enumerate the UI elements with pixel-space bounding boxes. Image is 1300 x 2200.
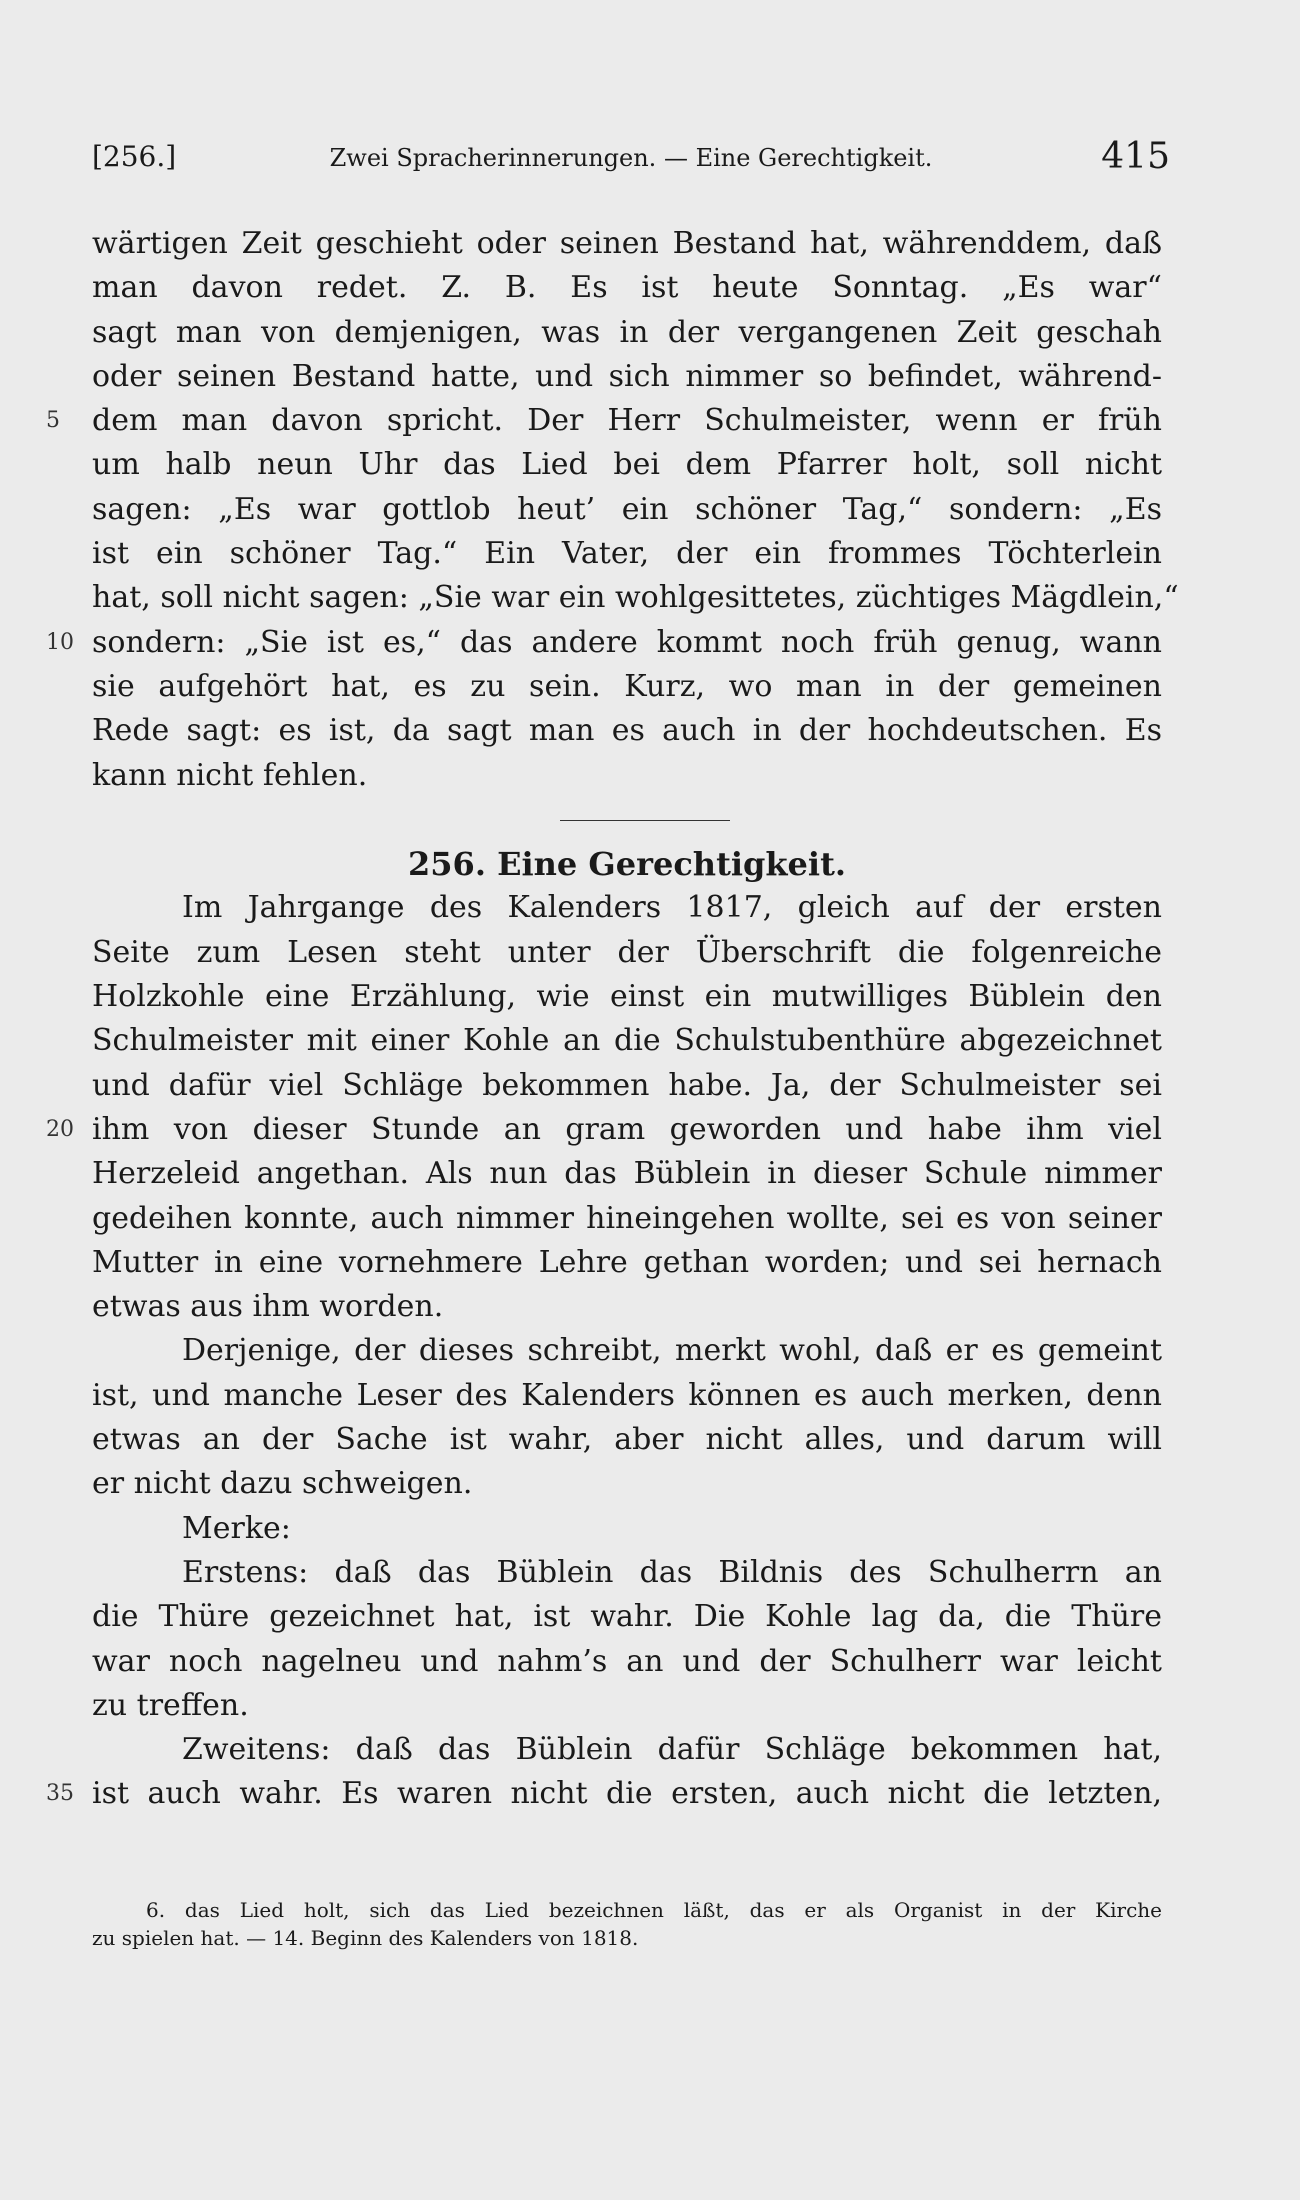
- text-line: [92, 1551, 1162, 1595]
- text-line: Herzeleid angethan. Als nun das Büblein in dieser Schule nimmer: [92, 1156, 1162, 1192]
- running-title: Zwei Spracherinnerungen. — Eine Gerechtigkeit.: [329, 144, 933, 172]
- line-text: ist auch wahr. Es waren nicht die ersten, auch nicht die letzten,: [92, 1776, 1162, 1812]
- footnotes: [92, 1896, 1162, 1952]
- text-line: sagen: „Es war gottlob heut’ ein schöner Tag,“ sondern: „Es: [92, 491, 1162, 527]
- line-number: 20: [46, 1116, 74, 1142]
- footnote-line: 6. das Lied holt, sich das Lied bezeichnen läßt, das er als Organist in der Kirche: [146, 1898, 1162, 1922]
- text-line: man davon redet. Z. B. Es ist heute Sonntag. „Es war“: [92, 270, 1162, 306]
- section-number: [256.]: [92, 140, 177, 173]
- text-line: wärtigen Zeit geschieht oder seinen Bestand hat, währenddem, daß: [92, 226, 1162, 261]
- section-heading: 256. Eine Gerechtigkeit.: [408, 845, 846, 884]
- text-line: Holzkohle eine Erzählung, wie einst ein mutwilliges Büblein den: [92, 979, 1162, 1015]
- footnote-line: zu spielen hat. — 14. Beginn des Kalenders von 1818.: [92, 1926, 639, 1950]
- text-line: etwas aus ihm worden.: [92, 1289, 444, 1325]
- text-line: sagt man von demjenigen, was in der vergangenen Zeit geschah: [92, 314, 1162, 350]
- text-line: die Thüre gezeichnet hat, ist wahr. Die Kohle lag da, die Thüre: [92, 1599, 1162, 1635]
- text-line: oder seinen Bestand hatte, und sich nimmer so befindet, während-: [92, 358, 1162, 394]
- line-text: Im Jahrgange des Kalenders 1817, gleich auf der ersten: [182, 890, 1162, 926]
- text-line: [46, 1108, 1162, 1152]
- text-line: [92, 1329, 1162, 1373]
- text-line: Rede sagt: es ist, da sagt man es auch in der hochdeutschen. Es: [92, 713, 1162, 749]
- line-number: 5: [46, 408, 60, 434]
- text-line: Seite zum Lesen steht unter der Überschrift die folgenreiche: [92, 934, 1162, 970]
- page-number: 415: [1101, 136, 1170, 177]
- text-line: [92, 886, 1162, 930]
- line-number: 35: [46, 1781, 74, 1807]
- text-line: Zweitens: daß das Büblein dafür Schläge bekommen hat,: [182, 1732, 1162, 1768]
- text-line: hat, soll nicht sagen: „Sie war ein wohlgesittetes, züchtiges Mägdlein,“: [92, 580, 1179, 616]
- text-line: ist, und manche Leser des Kalenders können es auch merken, denn: [92, 1377, 1162, 1413]
- text-line: war noch nagelneu und nahm’s an und der Schulherr war leicht: [92, 1643, 1162, 1679]
- text-line: Merke:: [182, 1510, 291, 1546]
- text-line: [46, 621, 1162, 665]
- text-line: Schulmeister mit einer Kohle an die Schulstubenthüre abgezeichnet: [92, 1023, 1162, 1059]
- text-line: er nicht dazu schweigen.: [92, 1466, 473, 1502]
- line-text: Derjenige, der dieses schreibt, merkt wohl, daß er es gemeint: [182, 1333, 1162, 1369]
- line-text: sondern: „Sie ist es,“ das andere kommt noch früh genug, wann: [92, 624, 1162, 660]
- text-line: zu treffen.: [92, 1687, 249, 1723]
- line-text: Erstens: daß das Büblein das Bildnis des Schulherrn an: [182, 1554, 1162, 1590]
- line-text: ihm von dieser Stunde an gram geworden und habe ihm viel: [92, 1111, 1162, 1147]
- line-text: dem man davon spricht. Der Herr Schulmeister, wenn er früh: [92, 403, 1162, 439]
- text-line: gedeihen konnte, auch nimmer hineingehen wollte, sei es von seiner: [92, 1200, 1162, 1236]
- text-line: um halb neun Uhr das Lied bei dem Pfarrer holt, soll nicht: [92, 447, 1162, 483]
- line-number: 10: [46, 629, 74, 655]
- text-line: [46, 399, 1162, 443]
- running-head: [92, 136, 1170, 180]
- text-line: und dafür viel Schläge bekommen habe. Ja, der Schulmeister sei: [92, 1067, 1162, 1103]
- text-line: etwas an der Sache ist wahr, aber nicht alles, und darum will: [92, 1422, 1162, 1458]
- text-line: ist ein schöner Tag.“ Ein Vater, der ein frommes Töchterlein: [92, 536, 1162, 572]
- section-divider: [0, 798, 1300, 842]
- divider-rule: [560, 820, 730, 821]
- text-line: sie aufgehört hat, es zu sein. Kurz, wo man in der gemeinen: [92, 668, 1162, 704]
- text-line: Mutter in eine vornehmere Lehre gethan worden; und sei hernach: [92, 1244, 1162, 1280]
- body-text: [0, 222, 1300, 1817]
- text-line: kann nicht fehlen.: [92, 757, 368, 793]
- text-line: [46, 1772, 1162, 1816]
